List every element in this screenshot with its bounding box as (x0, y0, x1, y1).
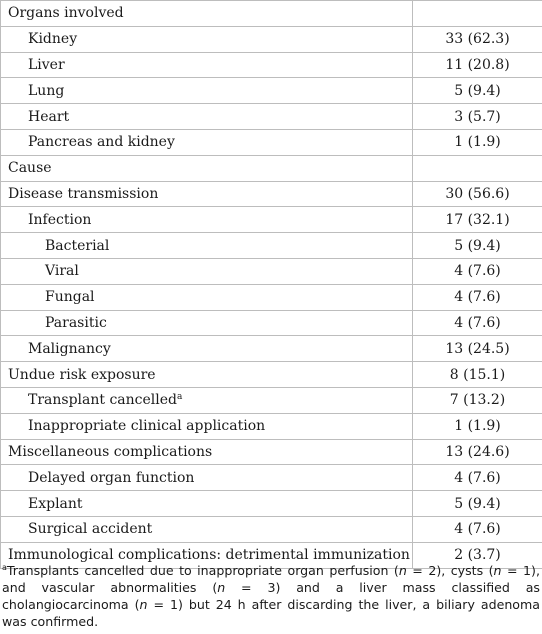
footnote-text-3: = 1), and vascular abnormalities ( (2, 562, 540, 595)
table-row (1, 52, 542, 78)
row-value: 1 (1.9) (413, 129, 542, 155)
row-label (1, 26, 413, 52)
footnote-ref: a (177, 392, 183, 403)
row-label-text: Inappropriate clinical application (28, 418, 266, 435)
row-value: 4 (7.6) (413, 284, 542, 310)
row-label (1, 52, 413, 78)
table-row (1, 491, 542, 517)
row-value: 13 (24.5) (413, 336, 542, 362)
row-value: 4 (7.6) (413, 310, 542, 336)
row-value: 4 (7.6) (413, 465, 542, 491)
row-label-text: Pancreas and kidney (28, 134, 175, 151)
table-row (1, 465, 542, 491)
table-row (1, 258, 542, 284)
row-label-text: Infection (28, 211, 92, 228)
row-label-text: Bacterial (45, 237, 110, 254)
table-row (1, 310, 542, 336)
table-body (1, 1, 542, 569)
row-label (1, 387, 413, 413)
row-label (1, 181, 413, 207)
footnote-marker: a (2, 562, 7, 572)
table-row (1, 516, 542, 542)
row-value: 17 (32.1) (413, 207, 542, 233)
row-value (413, 1, 542, 27)
row-value: 3 (5.7) (413, 104, 542, 130)
row-label (1, 465, 413, 491)
footnote-n-2: n (493, 562, 502, 578)
row-label-text: Cause (8, 160, 52, 177)
footnote-text-1: Transplants cancelled due to inappropriate organ perfusion ( (6, 562, 399, 578)
table-row (1, 284, 542, 310)
row-label-text: Organs involved (8, 5, 124, 22)
row-label (1, 413, 413, 439)
table-row (1, 362, 542, 388)
row-label-text: Delayed organ function (28, 469, 195, 486)
row-label-text: Transplant cancelled (28, 392, 177, 409)
row-label (1, 362, 413, 388)
row-label-text: Disease transmission (8, 185, 159, 202)
table-row (1, 387, 542, 413)
row-label-text: Liver (28, 56, 65, 73)
row-label (1, 258, 413, 284)
row-label (1, 104, 413, 130)
row-label-text: Fungal (45, 289, 95, 306)
footnote-text-4: = 3) and a liver mass classified as cholangiocarcinoma ( (2, 579, 540, 612)
table-row (1, 104, 542, 130)
table-row (1, 439, 542, 465)
row-label-text: Surgical accident (28, 521, 153, 538)
row-label-text: Malignancy (28, 340, 111, 357)
row-label (1, 310, 413, 336)
table-row (1, 207, 542, 233)
row-value: 5 (9.4) (413, 78, 542, 104)
section-row (1, 155, 542, 181)
footnote-n-4: n (139, 596, 148, 612)
table-row (1, 181, 542, 207)
table-row (1, 413, 542, 439)
row-label-text: Parasitic (45, 314, 107, 331)
row-value: 4 (7.6) (413, 516, 542, 542)
row-label-text: Viral (45, 263, 79, 280)
row-value: 2 (3.7) (413, 542, 542, 568)
table-row (1, 129, 542, 155)
table-row (1, 336, 542, 362)
row-label-text: Immunological complications: detrimental immunization (8, 547, 410, 564)
row-value: 8 (15.1) (413, 362, 542, 388)
row-label (1, 284, 413, 310)
row-value (413, 155, 542, 181)
row-label-text: Undue risk exposure (8, 366, 156, 383)
row-label (1, 336, 413, 362)
row-label (1, 491, 413, 517)
row-value: 1 (1.9) (413, 413, 542, 439)
footnote-text-5: = 1) but 24 h after discarding the liver, a biliary adenoma was confirmed. (2, 596, 540, 629)
row-value: 11 (20.8) (413, 52, 542, 78)
row-label (1, 233, 413, 259)
row-label (1, 207, 413, 233)
footnote-n-1: n (398, 562, 407, 578)
footnote-n-3: n (217, 579, 226, 595)
row-value: 4 (7.6) (413, 258, 542, 284)
row-value: 5 (9.4) (413, 233, 542, 259)
row-label-text: Kidney (28, 31, 78, 48)
table-row (1, 233, 542, 259)
row-value: 5 (9.4) (413, 491, 542, 517)
row-label-text: Explant (28, 495, 83, 512)
row-label (1, 516, 413, 542)
section-header (1, 155, 413, 181)
row-label-text: Lung (28, 82, 65, 99)
table-footnote (2, 562, 540, 630)
footnote-text-2: = 2), cysts ( (406, 562, 494, 578)
row-label (1, 78, 413, 104)
row-label (1, 129, 413, 155)
row-value: 7 (13.2) (413, 387, 542, 413)
section-header (1, 1, 413, 27)
row-label-text: Heart (28, 108, 70, 125)
section-row (1, 1, 542, 27)
row-value: 33 (62.3) (413, 26, 542, 52)
table-row (1, 78, 542, 104)
table-row (1, 26, 542, 52)
row-value: 13 (24.6) (413, 439, 542, 465)
row-value: 30 (56.6) (413, 181, 542, 207)
row-label-text: Miscellaneous complications (8, 443, 213, 460)
row-label (1, 439, 413, 465)
